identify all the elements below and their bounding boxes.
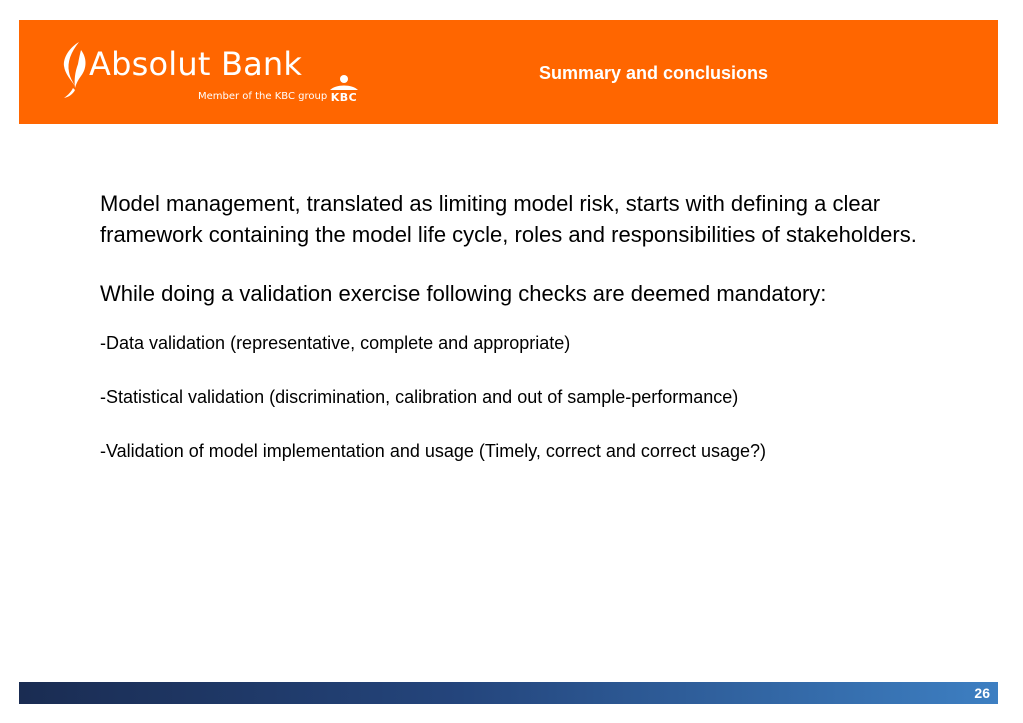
slide-title: Summary and conclusions (539, 63, 769, 83)
kbc-logo (324, 74, 364, 106)
kbc-figure-icon (324, 74, 364, 92)
slide-header (19, 20, 998, 124)
absolut-bank-logo (61, 38, 371, 108)
kbc-wordmark: KBC (330, 91, 358, 104)
intro-paragraph: Model management, translated as limiting model risk, starts with defining a clear framework containing the model life cycle, roles and responsibilities of stakeholders. (100, 191, 917, 247)
page-number: 26 (974, 685, 990, 701)
logo-brand-name: Absolut Bank (89, 45, 303, 83)
check-data-validation: -Data validation (representative, complete and appropriate) (100, 333, 571, 353)
check-implementation-validation: -Validation of model implementation and usage (Timely, correct and correct usage?) (100, 441, 766, 461)
check-statistical-validation: -Statistical validation (discrimination, calibration and out of sample-performance) (100, 387, 739, 407)
validation-paragraph: While doing a validation exercise following checks are deemed mandatory: (100, 281, 827, 306)
leaf-icon (61, 40, 91, 100)
logo-tagline: Member of the KBC group (198, 91, 328, 102)
slide-footer (19, 682, 998, 704)
slide-body (100, 188, 940, 493)
